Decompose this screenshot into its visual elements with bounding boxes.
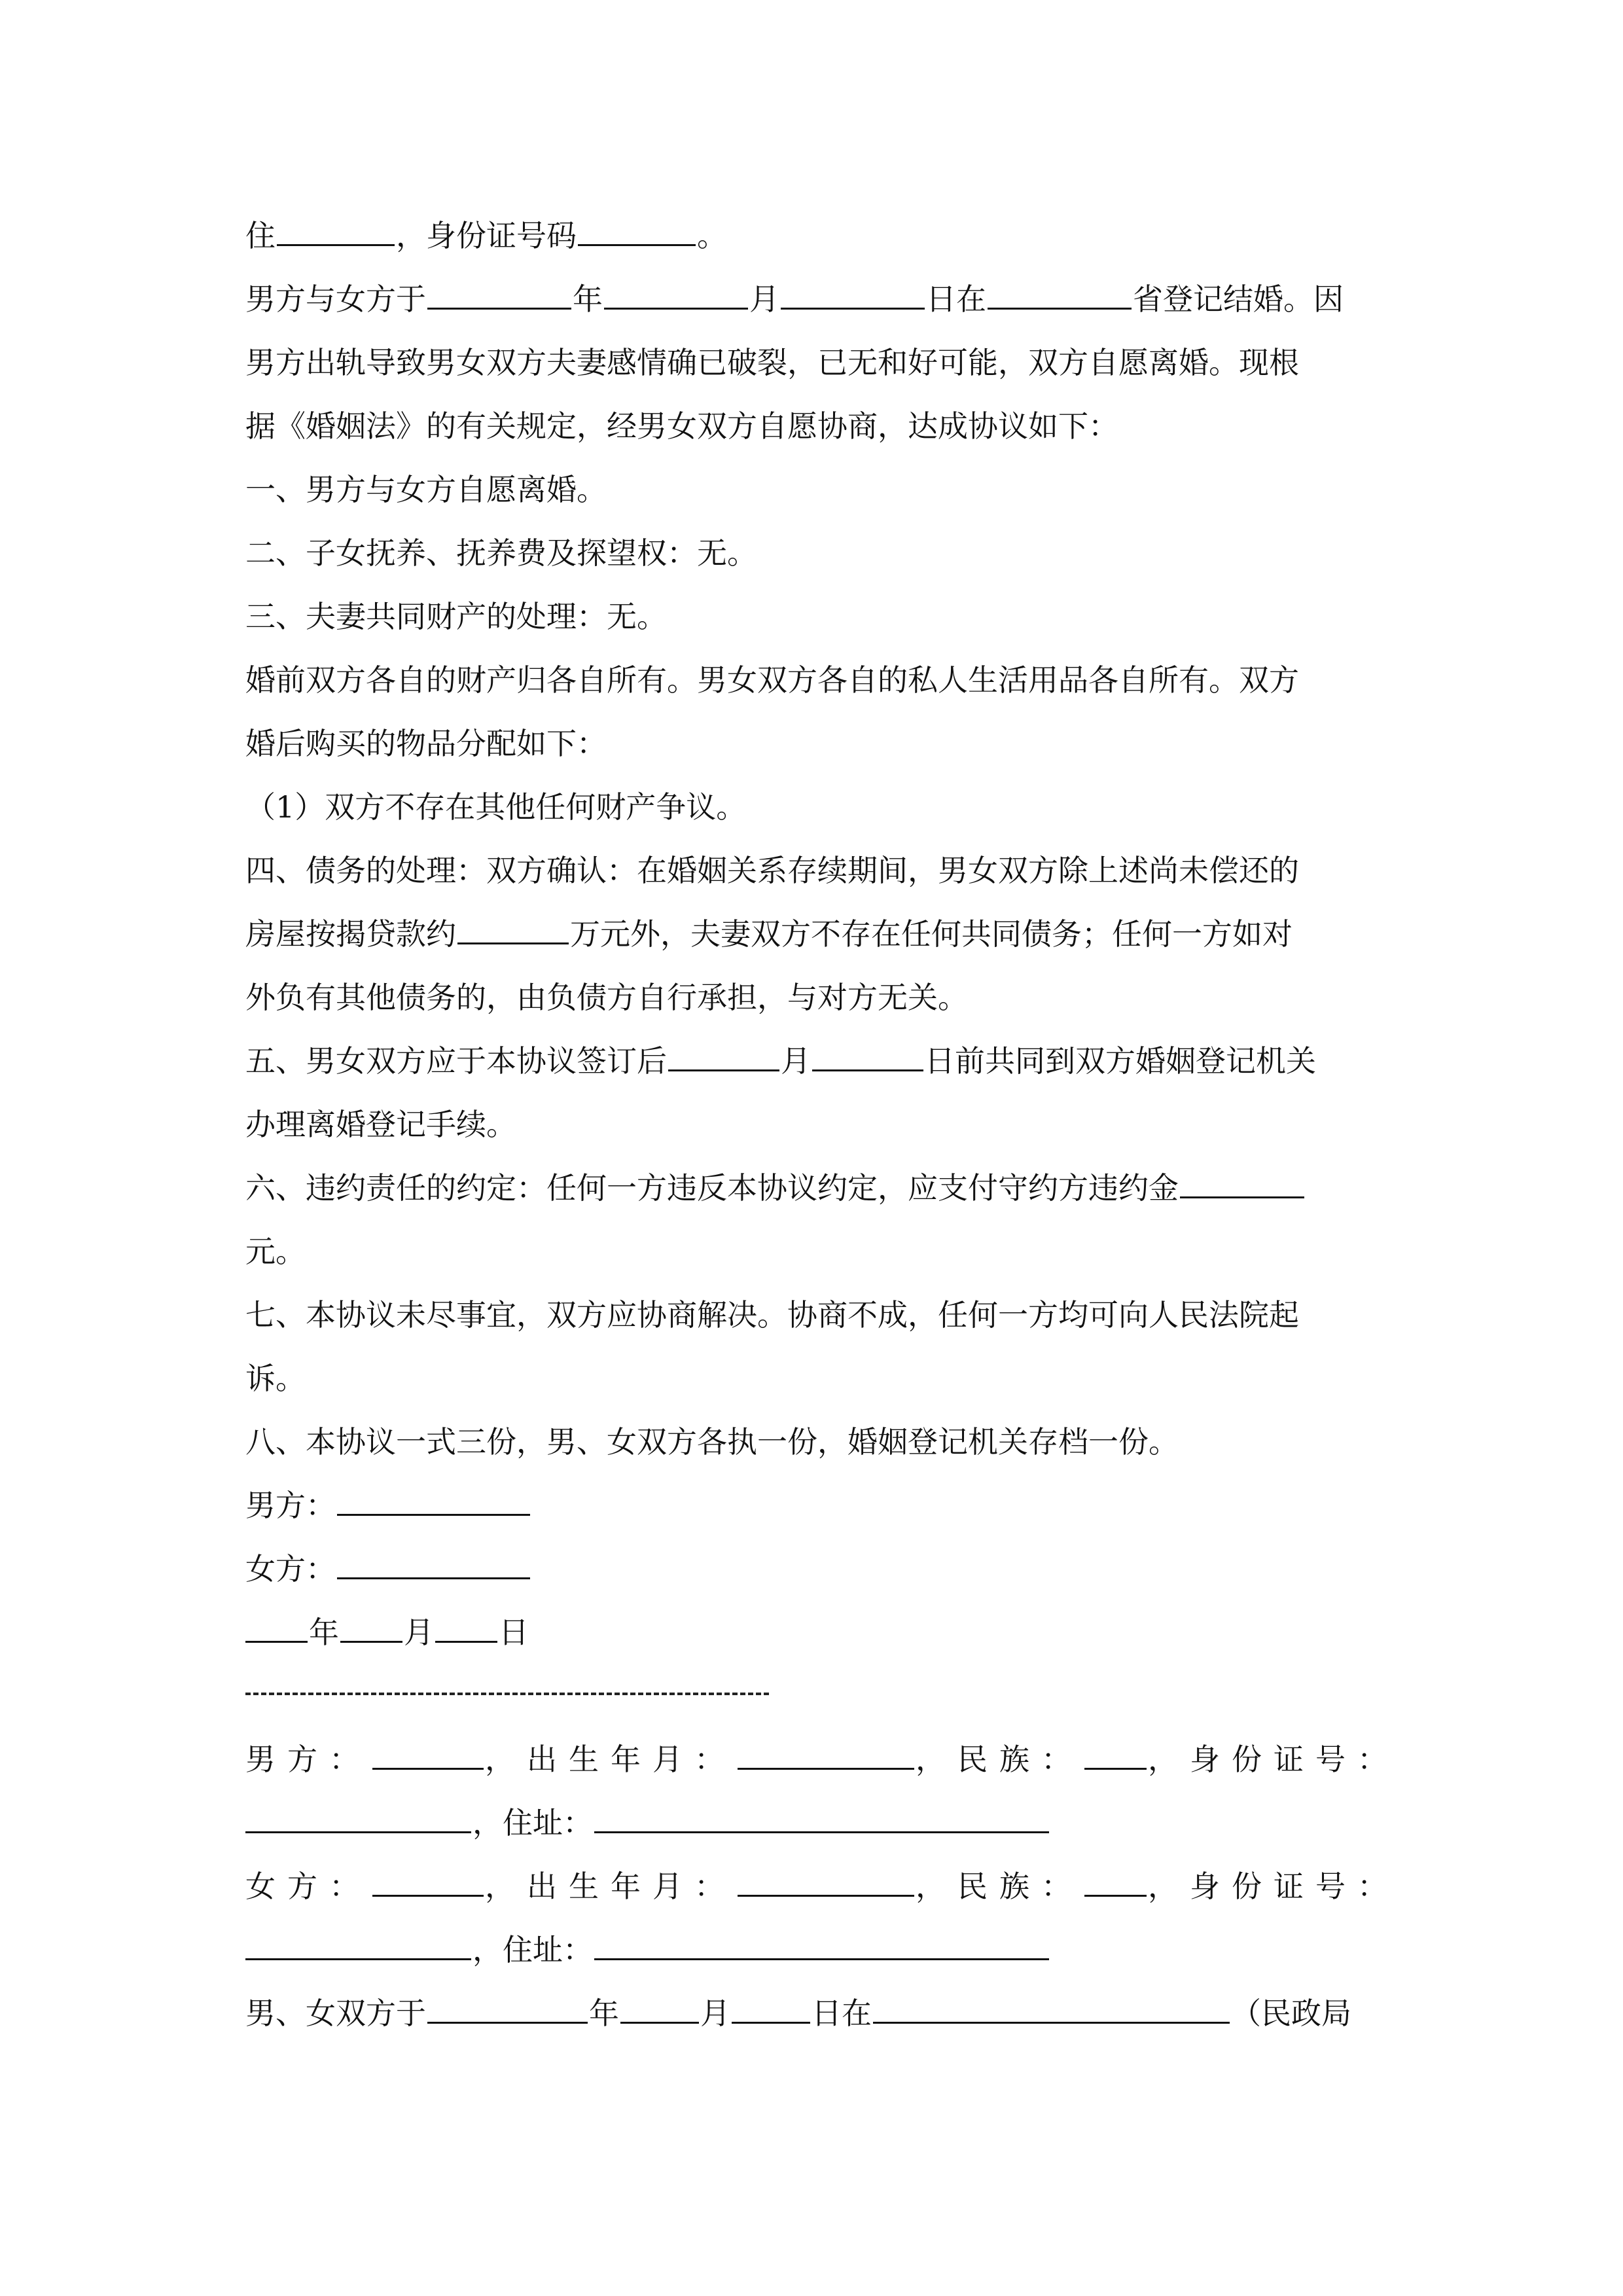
text: 月	[749, 281, 779, 317]
id-number-blank[interactable]	[578, 217, 696, 246]
clause-8: 八、本协议一式三份，男、女双方各执一份，婚姻登记机关存档一份。	[245, 1424, 1179, 1460]
male-address-line	[245, 1803, 1050, 1842]
day-blank[interactable]	[781, 280, 925, 310]
date-line	[245, 1613, 529, 1652]
sub-clause-1: （1）双方不存在其他任何财产争议。	[245, 789, 747, 825]
text: 男、女双方于	[245, 1996, 426, 2031]
text: 男方：	[245, 1742, 371, 1777]
text: 月	[404, 1615, 434, 1650]
text: 月	[700, 1996, 730, 2031]
month-blank[interactable]	[604, 280, 748, 310]
clause-7: 七、本协议未尽事宜，双方应协商解决。协商不成，任何一方均可向人民法院起	[245, 1297, 1299, 1333]
paragraph-line: 元。	[245, 1234, 306, 1269]
clause-3: 三、夫妻共同财产的处理：无。	[245, 599, 667, 634]
clause-2: 二、子女抚养、抚养费及探望权：无。	[245, 535, 757, 571]
month-blank[interactable]	[620, 1994, 699, 2024]
female-signature-line	[245, 1549, 531, 1588]
clause-5	[245, 1041, 1316, 1081]
male-signature-blank[interactable]	[337, 1486, 530, 1516]
text: 日在	[812, 1996, 872, 2031]
text: 住	[245, 218, 276, 253]
text: 。	[697, 218, 727, 253]
ethnicity-blank[interactable]	[1084, 1867, 1147, 1897]
year-blank[interactable]	[245, 1613, 308, 1643]
clause-4: 四、债务的处理：双方确认：在婚姻关系存续期间，男女双方除上述尚未偿还的	[245, 853, 1299, 888]
text: 年	[589, 1996, 619, 2031]
paragraph-line: 婚后购买的物品分配如下：	[245, 726, 607, 761]
birth-date-blank[interactable]	[738, 1740, 914, 1770]
text: ，住址：	[473, 1932, 593, 1967]
paragraph-line: 男方出轨导致男女双方夫妻感情确已破裂，已无和好可能，双方自愿离婚。现根	[245, 345, 1299, 380]
id-number-blank[interactable]	[245, 1804, 471, 1833]
id-number-blank[interactable]	[245, 1931, 471, 1960]
mortgage-amount-blank[interactable]	[457, 915, 569, 944]
male-info-line	[245, 1740, 1399, 1779]
text: 日前共同到双方婚姻登记机关	[925, 1043, 1316, 1079]
text: 月	[781, 1043, 811, 1079]
month-blank[interactable]	[668, 1042, 779, 1071]
text: 男方与女方于	[245, 281, 426, 317]
text: 日在	[926, 281, 986, 317]
text: ，民族：	[916, 1742, 1083, 1777]
mortgage-line	[245, 914, 1293, 954]
text: 年	[573, 281, 603, 317]
male-signature-line	[245, 1486, 531, 1525]
paragraph-line: 外负有其他债务的，由负债方自行承担，与对方无关。	[245, 980, 968, 1015]
paragraph-line: 据《婚姻法》的有关规定，经男女双方自愿协商，达成协议如下：	[245, 408, 1118, 444]
text: 万元外，夫妻双方不存在任何共同债务；任何一方如对	[570, 916, 1293, 952]
text: ，身份证号：	[1148, 1742, 1399, 1777]
marriage-registration-line	[245, 279, 1344, 319]
clause-6	[245, 1168, 1306, 1208]
female-address-line	[245, 1930, 1050, 1969]
male-name-blank[interactable]	[372, 1740, 484, 1770]
day-blank[interactable]	[812, 1042, 923, 1071]
province-blank[interactable]	[988, 280, 1132, 310]
text: 房屋按揭贷款约	[245, 916, 456, 952]
section-divider	[245, 1693, 769, 1695]
text: 日	[499, 1615, 529, 1650]
text: ，住址：	[473, 1805, 593, 1840]
label: 女方：	[245, 1551, 336, 1587]
address-id-line	[245, 216, 727, 255]
text: ，身份证号码	[396, 218, 577, 253]
text: 五、男女双方应于本协议签订后	[245, 1043, 667, 1079]
address-blank[interactable]	[594, 1931, 1049, 1960]
text: 省登记结婚。因	[1133, 281, 1344, 317]
registration-date-line	[245, 1994, 1351, 2033]
paragraph-line: 婚前双方各自的财产归各自所有。男女双方各自的私人生活用品各自所有。双方	[245, 662, 1299, 698]
text: 年	[309, 1615, 339, 1650]
day-blank[interactable]	[435, 1613, 497, 1643]
paragraph-line: 诉。	[245, 1361, 306, 1396]
penalty-amount-blank[interactable]	[1180, 1169, 1304, 1198]
text: （民政局	[1231, 1996, 1351, 2031]
female-signature-blank[interactable]	[337, 1550, 530, 1579]
text: 六、违约责任的约定：任何一方违反本协议约定，应支付守约方违约金	[245, 1170, 1179, 1206]
clause-1: 一、男方与女方自愿离婚。	[245, 472, 607, 507]
text: ，出生年月：	[485, 1742, 736, 1777]
ethnicity-blank[interactable]	[1084, 1740, 1147, 1770]
label: 男方：	[245, 1488, 336, 1523]
birth-date-blank[interactable]	[738, 1867, 914, 1897]
text: ，出生年月：	[485, 1869, 736, 1904]
year-blank[interactable]	[427, 1994, 588, 2024]
location-blank[interactable]	[873, 1994, 1230, 2024]
text: ，民族：	[916, 1869, 1083, 1904]
address-blank[interactable]	[594, 1804, 1049, 1833]
year-blank[interactable]	[427, 280, 571, 310]
day-blank[interactable]	[732, 1994, 810, 2024]
paragraph-line: 办理离婚登记手续。	[245, 1107, 516, 1142]
address-blank[interactable]	[277, 217, 395, 246]
female-name-blank[interactable]	[372, 1867, 484, 1897]
month-blank[interactable]	[340, 1613, 402, 1643]
text: 女方：	[245, 1869, 371, 1904]
text: ，身份证号：	[1148, 1869, 1399, 1904]
female-info-line	[245, 1867, 1399, 1906]
